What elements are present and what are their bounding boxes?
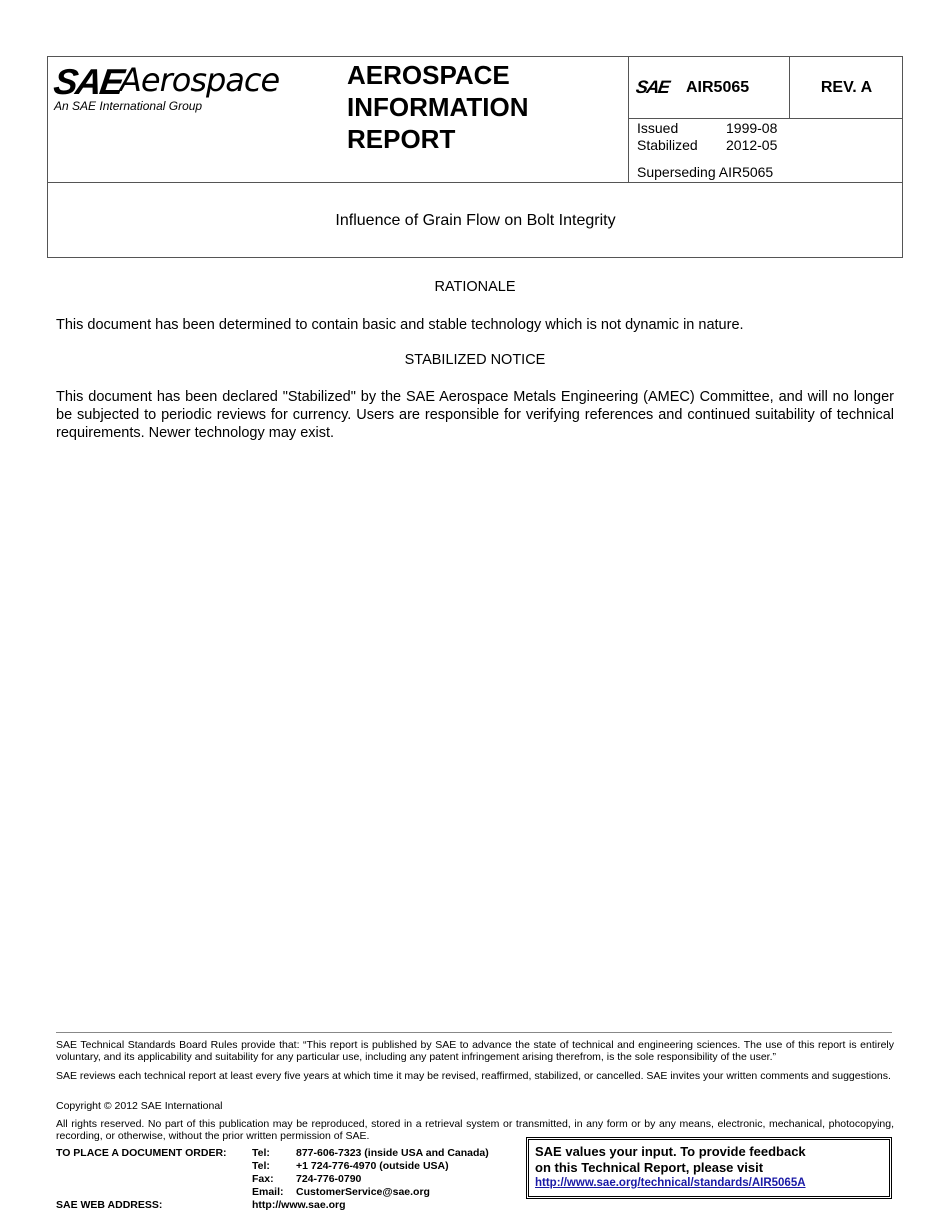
contact-key: Tel: bbox=[252, 1147, 270, 1159]
header-table bbox=[47, 56, 903, 258]
sae-mini-logo: SAE bbox=[634, 77, 670, 97]
issued-label: Issued bbox=[637, 120, 679, 136]
logo-sae-text: SAE bbox=[51, 61, 125, 102]
contact-value: +1 724-776-4970 (outside USA) bbox=[296, 1160, 449, 1172]
contact-key: Email: bbox=[252, 1186, 284, 1198]
stabilized-notice-text: This document has been declared "Stabilized" by the SAE Aerospace Metals Engineering (AMEC) Committee, and will no longer be subjected to periodic reviews for currency. Users are responsible for verifying references and continued suitability of technical requirements. Newer technology may exist. bbox=[56, 389, 894, 441]
document-number: AIR5065 bbox=[686, 79, 750, 96]
feedback-text bbox=[535, 1144, 806, 1176]
document-dates bbox=[637, 120, 777, 181]
divider bbox=[628, 57, 629, 182]
contact-value: 877-606-7323 (inside USA and Canada) bbox=[296, 1147, 489, 1159]
divider bbox=[48, 182, 903, 183]
document-type-line: INFORMATION bbox=[347, 92, 529, 122]
document-title: Influence of Grain Flow on Bolt Integrity bbox=[335, 212, 616, 229]
stabilized-value: 2012-05 bbox=[726, 137, 778, 153]
logo-group-text: An SAE International Group bbox=[54, 99, 203, 113]
document-type-line: REPORT bbox=[347, 124, 456, 154]
contact-email[interactable]: CustomerService@sae.org bbox=[296, 1186, 430, 1198]
revision-label: REV. A bbox=[820, 79, 873, 96]
feedback-line: SAE values your input. To provide feedback bbox=[535, 1144, 806, 1159]
web-address-link[interactable]: http://www.sae.org bbox=[252, 1199, 346, 1211]
order-label: TO PLACE A DOCUMENT ORDER: bbox=[56, 1147, 227, 1159]
rationale-text: This document has been determined to contain basic and stable technology which is not dynamic in nature. bbox=[56, 317, 744, 333]
stabilized-label: Stabilized bbox=[637, 137, 698, 153]
board-rules-text: SAE Technical Standards Board Rules provide that: “This report is published by SAE to advance the state of technical and engineering sciences. The use of this report is entirely voluntary, and its applicability and suitability for any particular use, including any patent infringement arising therefrom, is the sole responsibility of the user.” bbox=[56, 1039, 894, 1063]
document-type bbox=[347, 59, 529, 155]
review-text: SAE reviews each technical report at least every five years at which time it may be revised, reaffirmed, stabilized, or cancelled. SAE invites your written comments and suggestions. bbox=[56, 1070, 891, 1082]
superseding-text: Superseding AIR5065 bbox=[637, 164, 774, 180]
issued-value: 1999-08 bbox=[726, 120, 778, 136]
stabilized-notice-heading: STABILIZED NOTICE bbox=[404, 352, 546, 368]
web-address-label: SAE WEB ADDRESS: bbox=[56, 1199, 163, 1211]
feedback-box bbox=[526, 1137, 892, 1199]
contact-key: Tel: bbox=[252, 1160, 270, 1172]
document-type-line: AEROSPACE bbox=[347, 60, 510, 90]
rationale-heading: RATIONALE bbox=[434, 279, 516, 295]
sae-aerospace-logo bbox=[51, 61, 304, 115]
footer-divider bbox=[56, 1032, 892, 1033]
feedback-link[interactable]: http://www.sae.org/technical/standards/AIR5065A bbox=[535, 1177, 806, 1189]
divider bbox=[628, 118, 903, 119]
feedback-line: on this Technical Report, please visit bbox=[535, 1160, 764, 1175]
contact-value: 724-776-0790 bbox=[296, 1173, 362, 1185]
rights-text: All rights reserved. No part of this publication may be reproduced, stored in a retrieval system or transmitted, in any form or by any means, electronic, mechanical, photocopying, recording, or otherwise, without the prior written permission of SAE. bbox=[56, 1118, 894, 1142]
contact-key: Fax: bbox=[252, 1173, 274, 1185]
logo-aerospace-text: Aerospace bbox=[120, 61, 280, 99]
copyright-text: Copyright © 2012 SAE International bbox=[56, 1100, 223, 1112]
